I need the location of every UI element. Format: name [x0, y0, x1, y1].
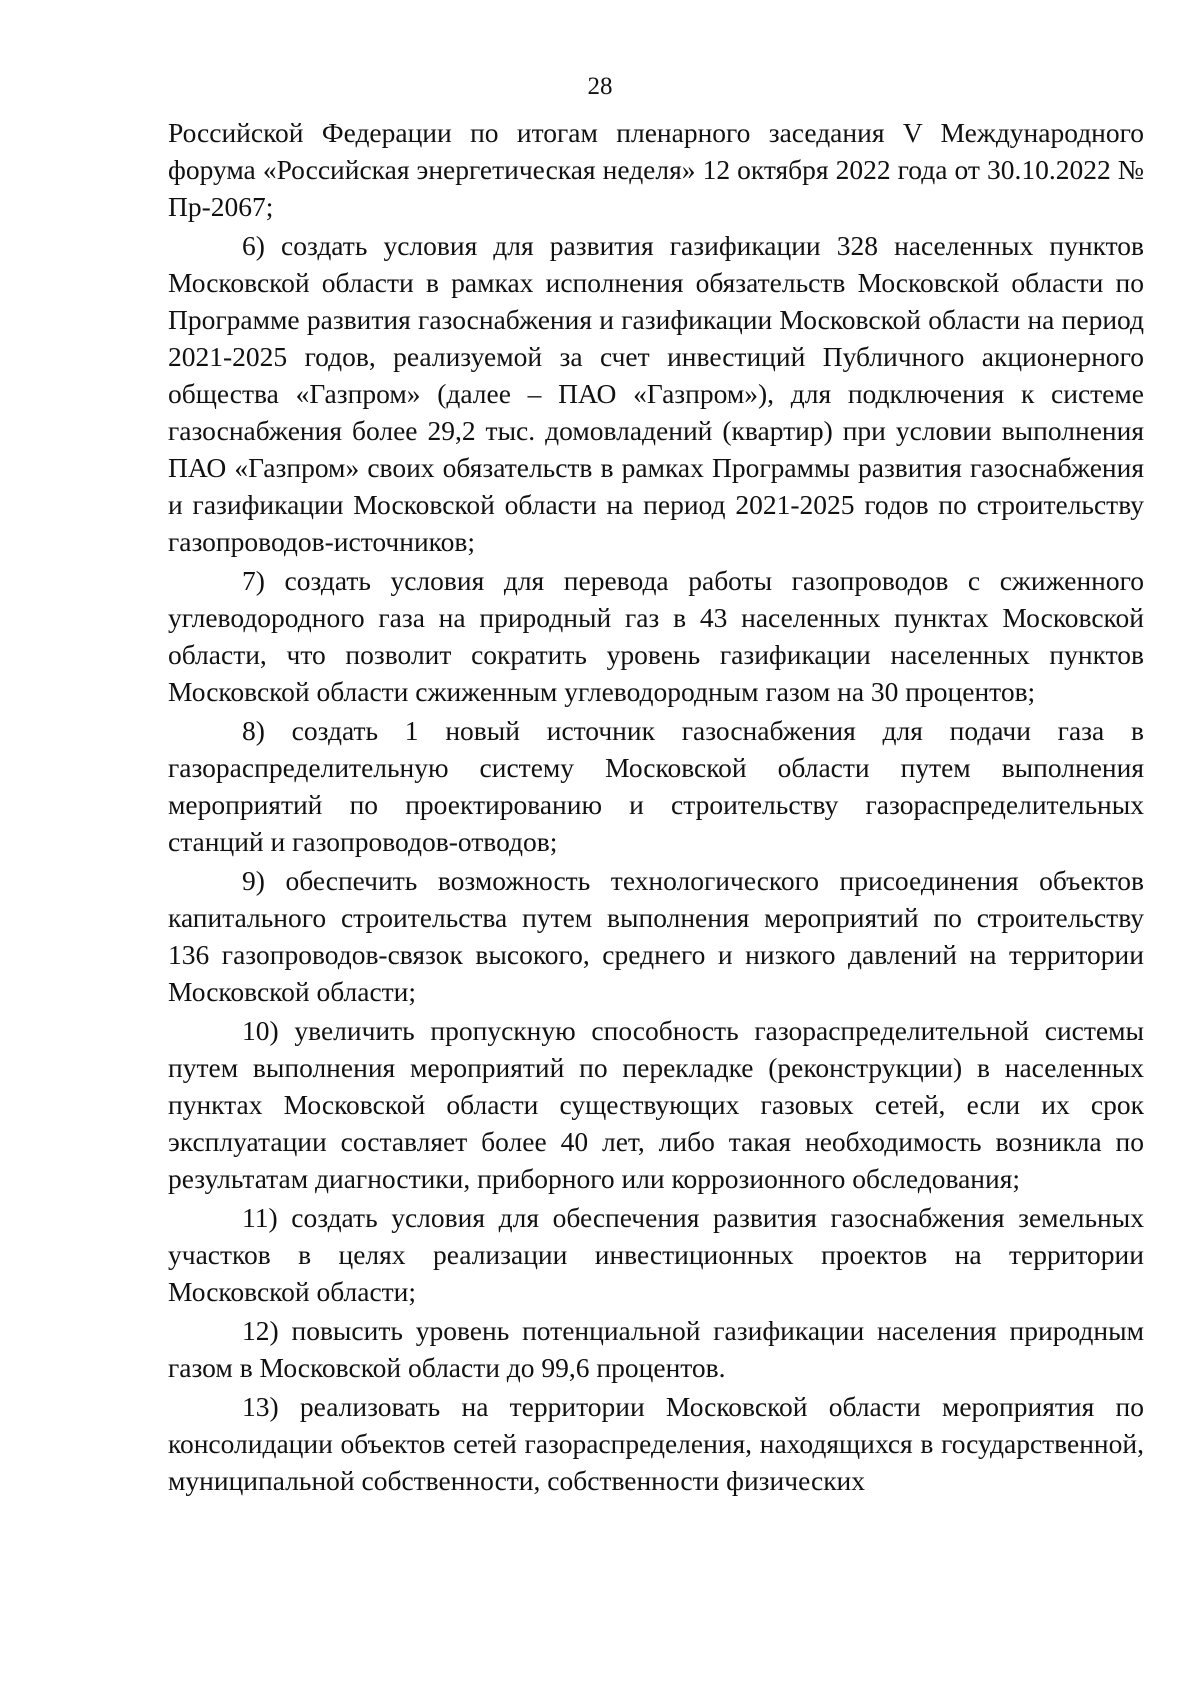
paragraph-item-8: 8) создать 1 новый источник газоснабжения для подачи газа в газораспределительную систему Московской области путем выполнения мероприятий по проектированию и строительству газораспределительных станций и газопроводов-отводов;	[168, 715, 1144, 857]
page-number: 28	[587, 73, 613, 100]
paragraph-item-13: 13) реализовать на территории Московской области мероприятия по консолидации объектов сетей газораспределения, находящихся в государственной, муниципальной собственности, собственности физических	[168, 1391, 1144, 1496]
document-text-body	[168, 114, 1144, 1501]
paragraph-item-11: 11) создать условия для обеспечения развития газоснабжения земельных участков в целях реализации инвестиционных проектов на территории Московской области;	[168, 1202, 1144, 1307]
paragraph-item-6: 6) создать условия для развития газификации 328 населенных пунктов Московской области в рамках исполнения обязательств Московской области по Программе развития газоснабжения и газификации Московской области на период 2021-2025 годов, реализуемой за счет инвестиций Публичного акционерного общества «Газпром» (далее – ПАО «Газпром»), для подключения к системе газоснабжения более 29,2 тыс. домовладений (квартир) при условии выполнения ПАО «Газпром» своих обязательств в рамках Программы развития газоснабжения и газификации Московской области на период 2021-2025 годов по строительству газопроводов-источников;	[168, 230, 1144, 557]
paragraph-continuation: Российской Федерации по итогам пленарного заседания V Международного форума «Российская энергетическая неделя» 12 октября 2022 года от 30.10.2022 № Пр-2067;	[168, 117, 1144, 222]
paragraph-item-7: 7) создать условия для перевода работы газопроводов с сжиженного углеводородного газа на природный газ в 43 населенных пунктах Московской области, что позволит сократить уровень газификации населенных пунктов Московской области сжиженным углеводородным газом на 30 процентов;	[168, 565, 1144, 707]
paragraph-item-12: 12) повысить уровень потенциальной газификации населения природным газом в Московской области до 99,6 процентов.	[168, 1315, 1144, 1383]
paragraph-item-9: 9) обеспечить возможность технологического присоединения объектов капитального строительства путем выполнения мероприятий по строительству 136 газопроводов-связок высокого, среднего и низкого давлений на территории Московской области;	[168, 865, 1144, 1007]
paragraph-item-10: 10) увеличить пропускную способность газораспределительной системы путем выполнения мероприятий по перекладке (реконструкции) в населенных пунктах Московской области существующих газовых сетей, если их срок эксплуатации составляет более 40 лет, либо такая необходимость возникла по результатам диагностики, приборного или коррозионного обследования;	[168, 1015, 1144, 1194]
